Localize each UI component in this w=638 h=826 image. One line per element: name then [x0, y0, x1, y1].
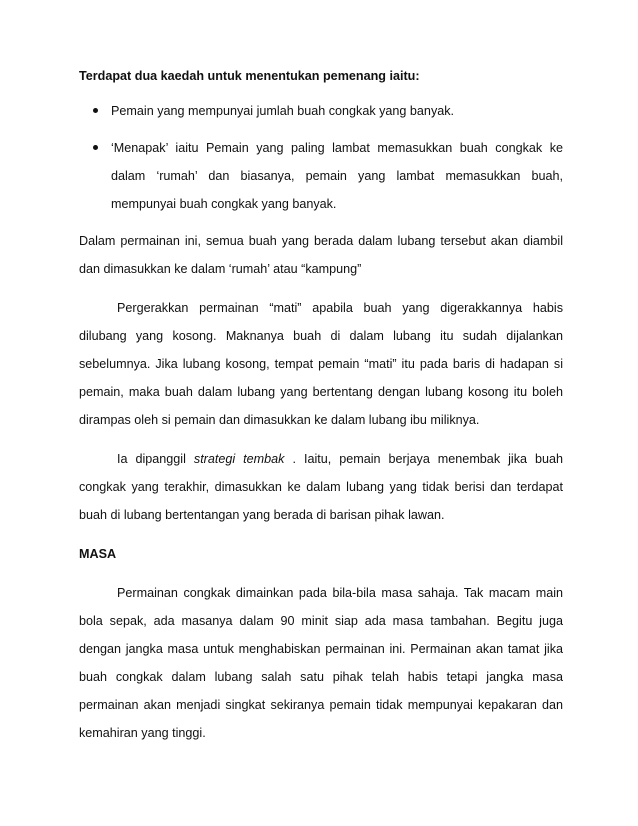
list-item — [79, 134, 563, 218]
bullet-icon — [93, 108, 98, 113]
list-item — [79, 97, 563, 125]
paragraph-1: Dalam permainan ini, semua buah yang berada dalam lubang tersebut akan diambil dan dimasukkan ke dalam ‘rumah’ atau “kampung” — [79, 234, 563, 276]
section-title: MASA — [79, 547, 117, 561]
winner-methods-list — [79, 97, 563, 218]
list-item-text: Pemain yang mempunyai jumlah buah congkak yang banyak. — [111, 104, 455, 118]
intro-heading: Terdapat dua kaedah untuk menentukan pemenang iaitu: — [79, 69, 420, 83]
paragraph-3-lead: Ia dipanggil — [117, 452, 194, 466]
paragraph-2: Pergerakkan permainan “mati” apabila buah yang digerakkannya habis dilubang yang kosong. Maknanya buah di dalam lubang itu sudah dijalankan sebelumnya. Jika lubang kosong, tempat pemain “mati” itu pada baris di hadapan si pemain, maka buah dalam lubang yang bertentang dengan lubang kosong itu boleh dirampas oleh si pemain dan dimasukkan ke dalam lubang ibu miliknya. — [79, 301, 563, 427]
paragraph-4: Permainan congkak dimainkan pada bila-bila masa sahaja. Tak macam main bola sepak, ada masanya dalam 90 minit siap ada masa tambahan. Begitu juga dengan jangka masa untuk menghabiskan permainan ini. Permainan akan tamat jika buah congkak dalam lubang salah satu pihak telah habis tetapi jangka masa permainan akan menjadi singkat sekiranya pemain tidak mempunyai kepakaran dan kemahiran yang tinggi. — [79, 586, 563, 740]
bullet-icon — [93, 145, 98, 150]
paragraph-3-rest: . Iaitu, pemain berjaya menembak jika buah congkak yang terakhir, dimasukkan ke dalam lubang yang tidak berisi dan terdapat buah di lubang bertentangan yang berada di barisan pihak lawan. — [79, 452, 563, 522]
paragraph-3 — [79, 445, 563, 529]
list-item-text: ‘Menapak’ iaitu Pemain yang paling lambat memasukkan buah congkak ke dalam ‘rumah’ dan biasanya, pemain yang lambat memasukkan buah, mempunyai buah congkak yang banyak. — [111, 141, 563, 211]
document-page — [79, 62, 563, 758]
strategy-term: strategi tembak — [193, 452, 285, 466]
